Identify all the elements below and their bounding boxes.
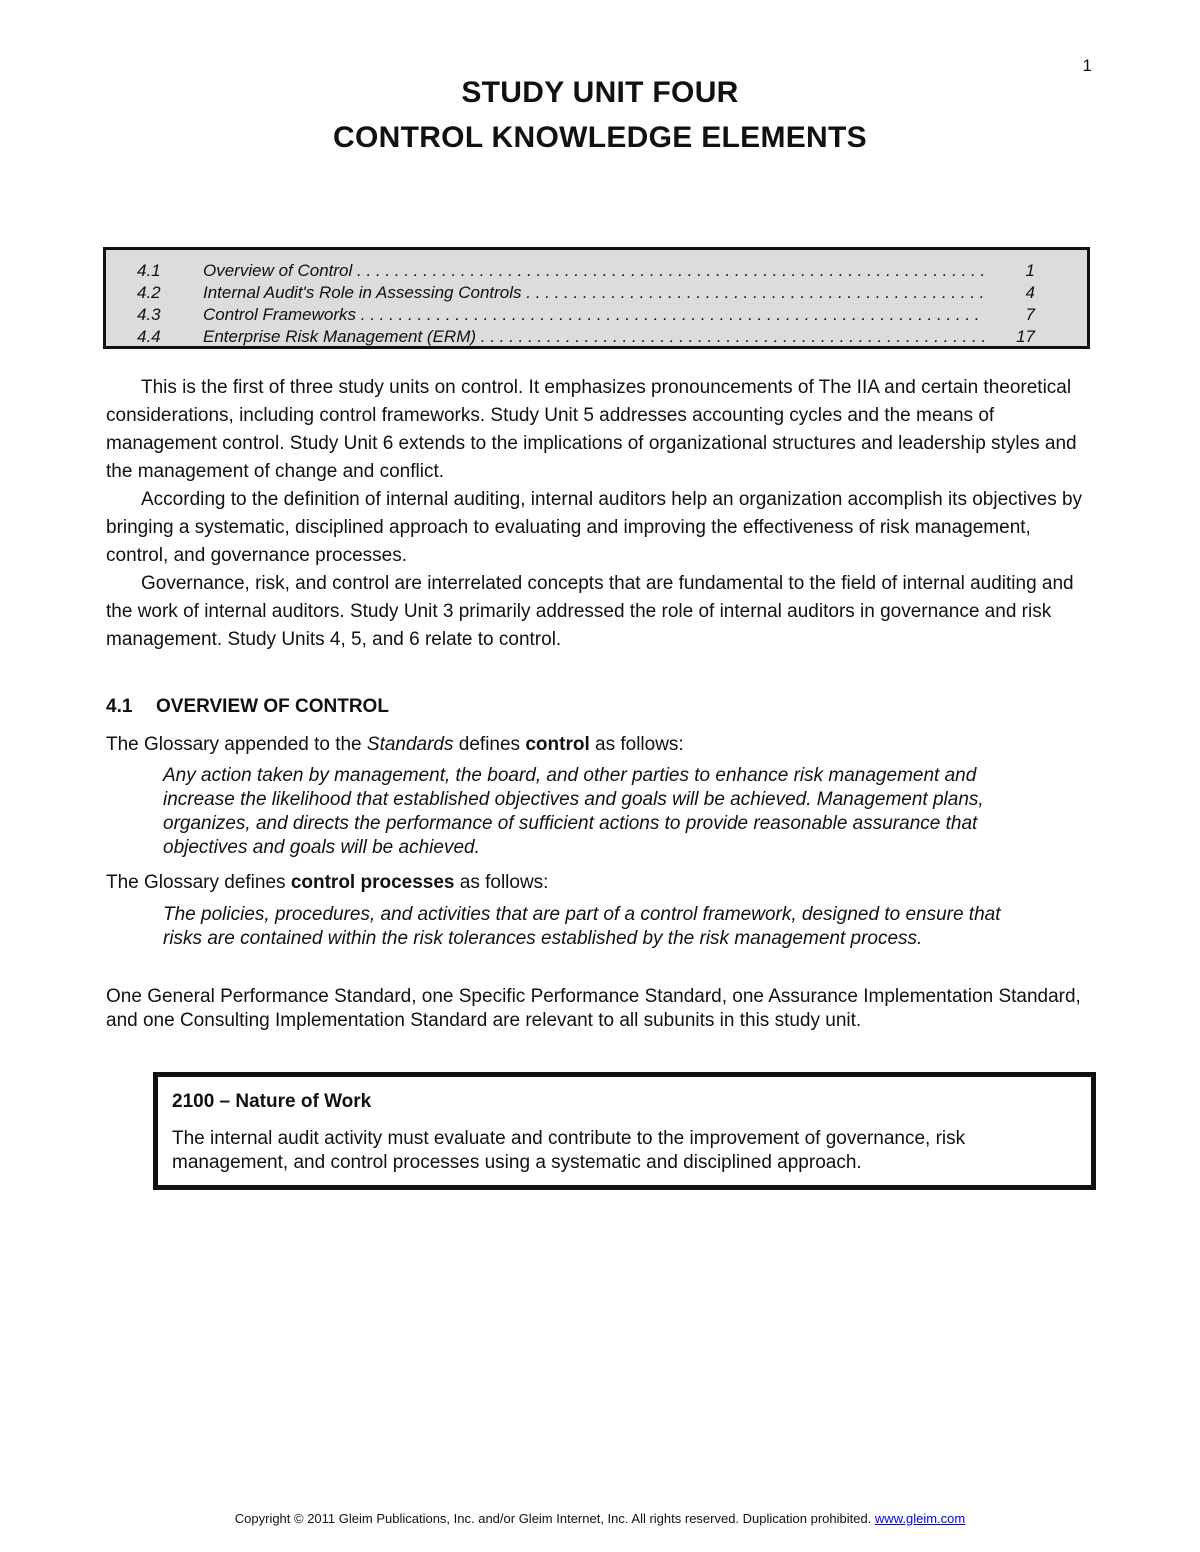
toc-number: 4.4: [137, 327, 161, 346]
page-number: 1: [1082, 56, 1092, 75]
text-run: The Glossary appended to the: [106, 734, 367, 755]
text-run: as follows:: [454, 872, 549, 893]
table-of-contents: [103, 247, 1090, 349]
intro-paragraph-3: [106, 570, 1096, 654]
toc-row[interactable]: [106, 261, 1087, 283]
standard-title: 2100 – Nature of Work: [172, 1091, 372, 1112]
toc-page: 7: [1025, 305, 1035, 324]
glossary-control-intro: [106, 734, 684, 756]
standard-body: The internal audit activity must evaluate and contribute to the improvement of governance, risk management, and control processes using a systematic and disciplined approach.: [172, 1128, 966, 1173]
toc-page: 1: [1025, 261, 1035, 280]
toc-title: Enterprise Risk Management (ERM) . . .: [203, 327, 985, 347]
toc-row[interactable]: [106, 305, 1087, 327]
glossary-processes-intro: [106, 872, 548, 894]
standards-note: One General Performance Standard, one Specific Performance Standard, one Assurance Implementation Standard, and one Consulting Implementation Standard are relevant to all subunits in this study unit.: [106, 986, 1081, 1031]
toc-page: 17: [1016, 327, 1035, 346]
defined-term: control: [525, 734, 590, 755]
text-run: as follows:: [589, 734, 684, 755]
intro-paragraph-1: [106, 374, 1096, 486]
intro-text: This is the first of three study units on control. It emphasizes pronouncements of The IIA and certain theoretical considerations, including control frameworks. Study Unit 5 addresses accounting cycles and the means of management control. Study Unit 6 extends to the implications of organizational structures and leadership styles and the management of change and conflict.: [106, 377, 1077, 482]
text-run: defines: [453, 734, 526, 755]
toc-title: Overview of Control . . .: [203, 261, 985, 281]
toc-page: 4: [1025, 283, 1035, 302]
section-number: 4.1: [106, 696, 133, 717]
toc-row[interactable]: [106, 283, 1087, 305]
section-heading: [106, 696, 389, 718]
title-line-2: CONTROL KNOWLEDGE ELEMENTS: [333, 121, 867, 154]
toc-number: 4.2: [137, 283, 161, 302]
toc-number: 4.3: [137, 305, 161, 324]
standards-term: Standards: [366, 734, 454, 755]
footer: [0, 1511, 1200, 1526]
defined-term: control processes: [290, 872, 455, 893]
text-run: The Glossary defines: [106, 872, 291, 893]
website-link[interactable]: www.gleim.com: [874, 1511, 966, 1526]
intro-text: According to the definition of internal auditing, internal auditors help an organization accomplish its objectives by bringing a systematic, disciplined approach to evaluating and improving the effectiveness of risk management, control, and governance processes.: [106, 489, 1083, 566]
control-processes-quote: The policies, procedures, and activities that are part of a control framework, designed to ensure that risks are contained within the risk tolerances established by the risk management process.: [163, 904, 1001, 949]
toc-title: Control Frameworks . . .: [203, 305, 985, 325]
standard-box: [153, 1072, 1096, 1190]
toc-row[interactable]: [106, 327, 1087, 349]
control-definition-quote: Any action taken by management, the board, and other parties to enhance risk management and increase the likelihood that established objectives and goals will be achieved. Management plans, organizes, and directs the performance of sufficient actions to provide reasonable assurance that objectives and goals will be achieved.: [163, 765, 984, 858]
intro-paragraph-2: [106, 486, 1096, 570]
intro-text: Governance, risk, and control are interrelated concepts that are fundamental to the field of internal auditing and the work of internal auditors. Study Unit 3 primarily addressed the role of internal auditors in governance and risk management. Study Units 4, 5, and 6 relate to control.: [106, 573, 1074, 650]
section-title: OVERVIEW OF CONTROL: [156, 696, 389, 717]
toc-title: Internal Audit's Role in Assessing Controls . . .: [203, 283, 985, 303]
title-line-1: STUDY UNIT FOUR: [461, 76, 739, 109]
toc-number: 4.1: [137, 261, 161, 280]
copyright-text: Copyright © 2011 Gleim Publications, Inc. and/or Gleim Internet, Inc. All rights reserved. Duplication prohibited.: [234, 1511, 875, 1526]
